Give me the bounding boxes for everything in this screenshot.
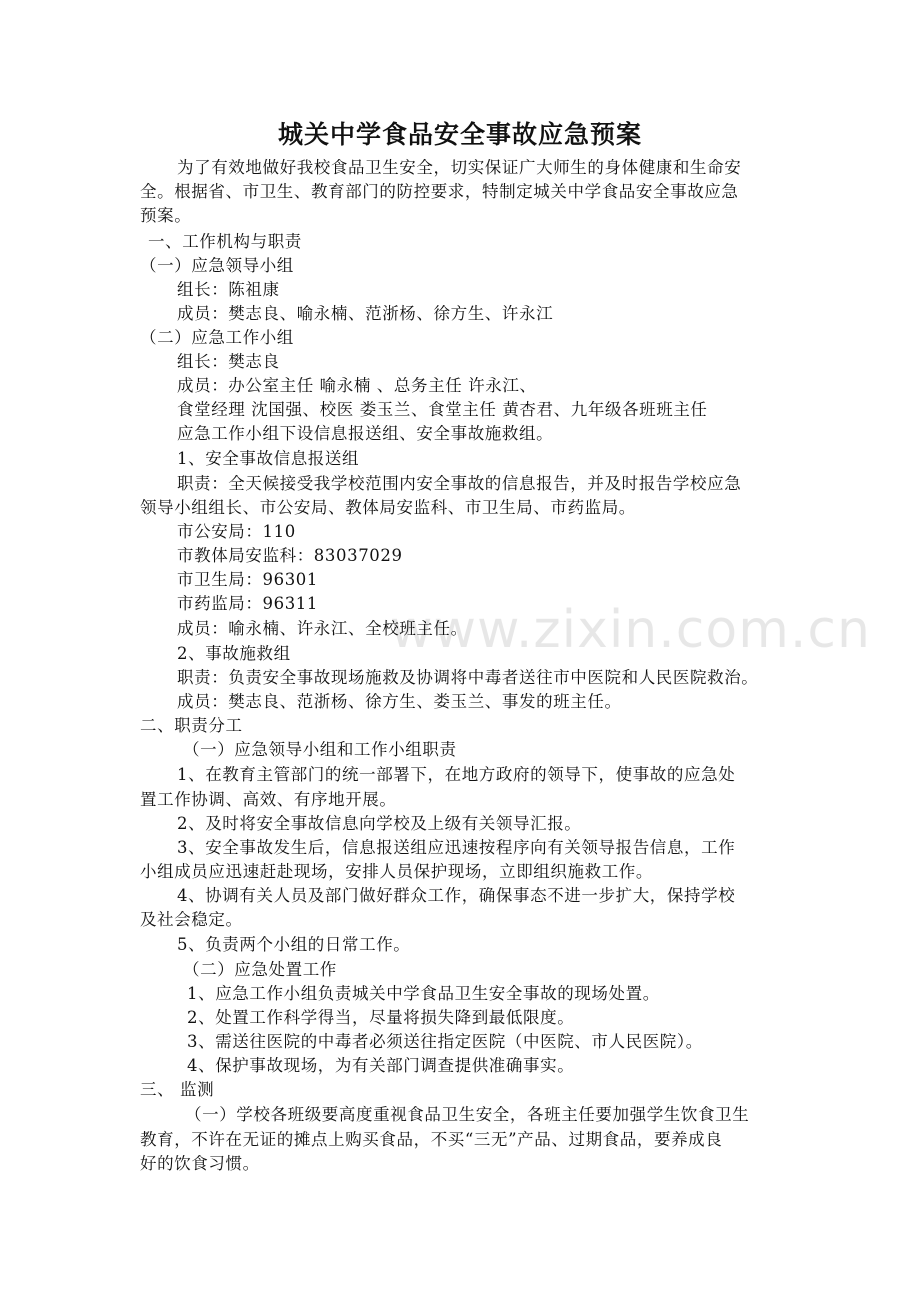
body-line: 为了有效地做好我校食品卫生安全，切实保证广大师生的身体健康和生命安 — [177, 158, 742, 177]
body-line: 教育，不许在无证的摊点上购买食品，不买“三无”产品、过期食品，要养成良 — [140, 1130, 723, 1149]
body-line: 2、及时将安全事故信息向学校及上级有关领导汇报。 — [177, 814, 582, 833]
body-line: 职责：负责安全事故现场施救及协调将中毒者送往市中医院和人民医院救治。 — [177, 668, 759, 687]
body-line: 4、保护事故现场，为有关部门调查提供准确事实。 — [187, 1056, 575, 1075]
body-line: 市卫生局：96301 — [177, 570, 318, 589]
body-line: 3、需送往医院的中毒者必须送往指定医院（中医院、市人民医院）。 — [187, 1032, 703, 1051]
body-line: 3、安全事故发生后，信息报送组应迅速按程序向有关领导报告信息，工作 — [177, 838, 736, 857]
body-line: 预案。 — [140, 206, 192, 225]
body-line: 市教体局安监科：83037029 — [177, 546, 403, 565]
body-line: 1、安全事故信息报送组 — [177, 449, 360, 468]
body-line: 5、负责两个小组的日常工作。 — [177, 935, 411, 954]
body-line: 小组成员应迅速赶赴现场，安排人员保护现场，立即组织施救工作。 — [140, 862, 653, 881]
body-line: 2、处置工作科学得当，尽量将损失降到最低限度。 — [187, 1008, 575, 1027]
section-heading: 三、 监测 — [140, 1080, 215, 1099]
body-line: 市公安局：110 — [177, 522, 296, 541]
subsection-heading: （二）应急工作小组 — [140, 328, 294, 347]
section-heading: 一、工作机构与职责 — [148, 232, 302, 251]
subsection-heading: （一）应急领导小组和工作小组职责 — [183, 740, 457, 759]
body-line: 领导小组组长、市公安局、教体局安监科、市卫生局、市药监局。 — [140, 498, 636, 517]
body-line: 成员：喻永楠、许永江、全校班主任。 — [177, 619, 468, 638]
body-line: 组长：陈祖康 — [177, 280, 280, 299]
body-line: 2、事故施救组 — [177, 644, 291, 663]
body-line: 组长：樊志良 — [177, 352, 280, 371]
document-title: 城关中学食品安全事故应急预案 — [277, 120, 642, 149]
body-line: 职责：全天候接受我学校范围内安全事故的信息报告，并及时报告学校应急 — [177, 474, 742, 493]
body-line: 好的饮食习惯。 — [140, 1154, 260, 1173]
body-line: 食堂经理 沈国强、校医 娄玉兰、食堂主任 黄杏君、九年级各班班主任 — [177, 400, 708, 419]
body-line: 4、协调有关人员及部门做好群众工作，确保事态不进一步扩大，保持学校 — [177, 886, 736, 905]
body-line: 市药监局：96311 — [177, 594, 318, 613]
body-line: 成员：樊志良、喻永楠、范浙杨、徐方生、许永江 — [177, 304, 554, 323]
subsection-heading: （一）应急领导小组 — [140, 256, 294, 275]
watermark: www.zixin.com.cn — [390, 600, 871, 660]
subsection-heading: （二）应急处置工作 — [183, 960, 337, 979]
body-line: 应急工作小组下设信息报送组、安全事故施救组。 — [177, 424, 554, 443]
body-line: 成员：办公室主任 喻永楠 、总务主任 许永江、 — [177, 376, 537, 395]
body-line: 1、应急工作小组负责城关中学食品卫生安全事故的现场处置。 — [187, 984, 660, 1003]
body-line: 全。根据省、市卫生、教育部门的防控要求，特制定城关中学食品安全事故应急 — [140, 182, 739, 201]
body-line: 1、在教育主管部门的统一部署下，在地方政府的领导下，使事故的应急处 — [177, 765, 736, 784]
body-line: 成员：樊志良、范浙杨、徐方生、娄玉兰、事发的班主任。 — [177, 692, 622, 711]
body-line: （一）学校各班级要高度重视食品卫生安全，各班主任要加强学生饮食卫生 — [185, 1105, 750, 1124]
body-line: 及社会稳定。 — [140, 910, 243, 929]
section-heading: 二、职责分工 — [140, 716, 243, 735]
body-line: 置工作协调、高效、有序地开展。 — [140, 790, 397, 809]
